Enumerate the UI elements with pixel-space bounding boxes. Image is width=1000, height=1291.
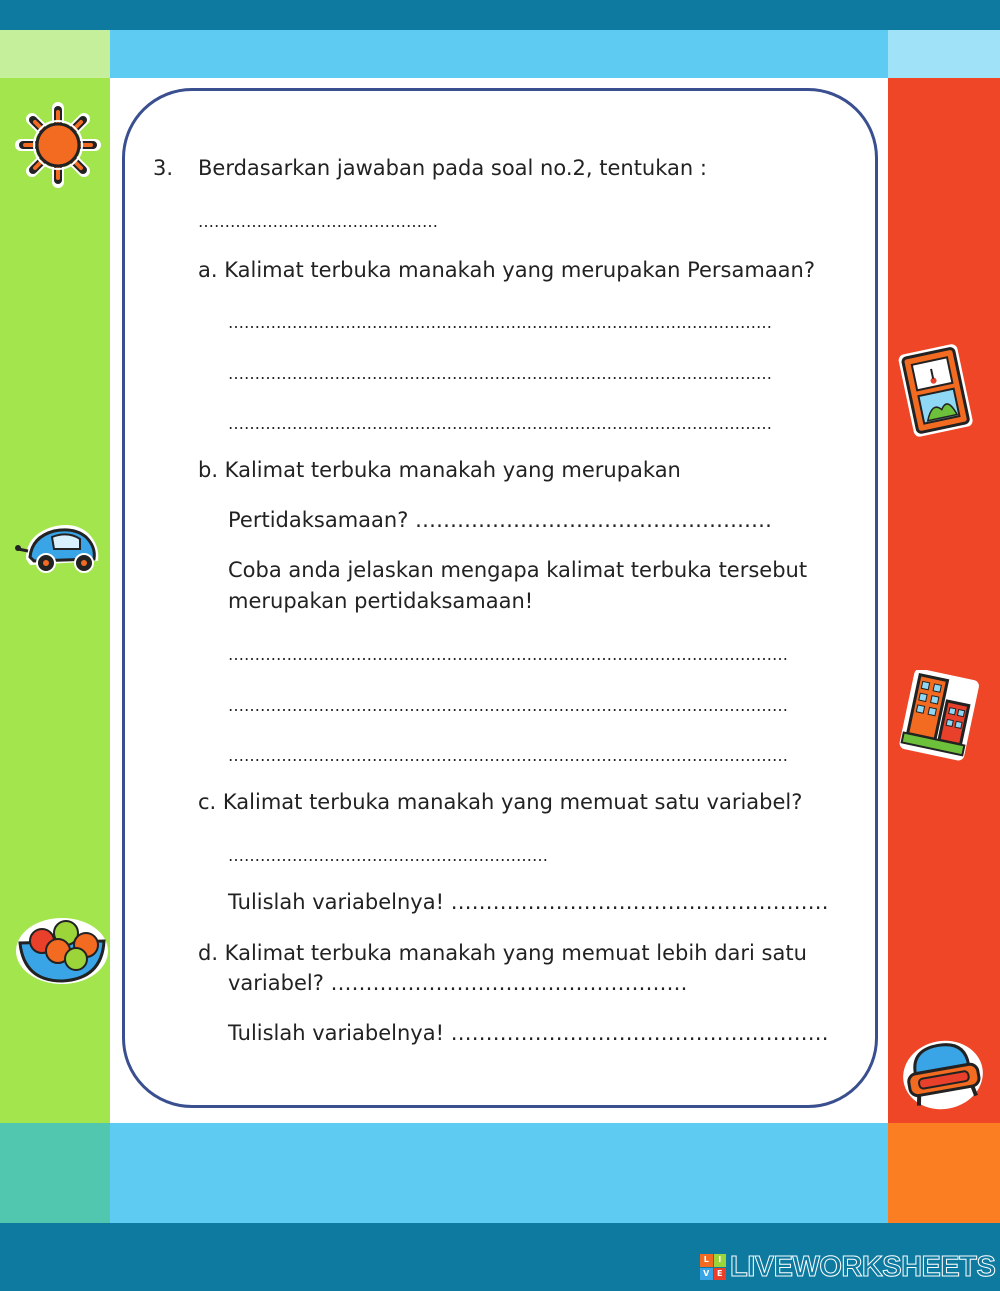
bottom-right-band (888, 1123, 1000, 1223)
car-icon (12, 515, 104, 579)
top-left-band (0, 30, 110, 78)
top-right-band (888, 30, 1000, 78)
part-b-answer-line-1[interactable]: …………………………………………………………………………………………… (228, 645, 788, 664)
question-intro: Berdasarkan jawaban pada soal no.2, tentukan : (198, 156, 707, 180)
bottom-left-band (0, 1123, 110, 1223)
part-b-question-cont[interactable]: Pertidaksamaan? …………………………………………… (228, 508, 773, 532)
buildings-icon (898, 670, 984, 762)
part-b-explain-line-1: Coba anda jelaskan mengapa kalimat terbuka tersebut (228, 558, 808, 582)
sun-icon (12, 100, 104, 190)
picture-frame-icon (898, 340, 978, 445)
watermark-text: LIVEWORKSHEETS (730, 1250, 996, 1283)
part-a-answer-line-1[interactable]: ………………………………………………………………………………………… (228, 313, 772, 332)
part-b-answer-line-2[interactable]: …………………………………………………………………………………………… (228, 696, 788, 715)
intro-answer-field[interactable]: ……………………………………… (198, 212, 438, 231)
part-b-explain-line-2: merupakan pertidaksamaan! (228, 589, 534, 613)
part-c-question: c. Kalimat terbuka manakah yang memuat satu variabel? (198, 790, 803, 814)
right-column (888, 78, 1000, 1123)
liveworksheets-watermark (700, 1252, 995, 1282)
part-a-answer-line-2[interactable]: ………………………………………………………………………………………… (228, 364, 772, 383)
part-a-answer-line-3[interactable]: ………………………………………………………………………………………… (228, 414, 772, 433)
fruit-bowl-icon (10, 905, 110, 987)
top-border-bar (0, 0, 1000, 30)
part-b-question: b. Kalimat terbuka manakah yang merupakan (198, 458, 681, 482)
part-a-question: a. Kalimat terbuka manakah yang merupakan Persamaan? (198, 258, 816, 282)
part-b-answer-line-3[interactable]: …………………………………………………………………………………………… (228, 746, 788, 765)
part-d-question-line-1: d. Kalimat terbuka manakah yang memuat lebih dari satu (198, 941, 807, 965)
bottom-middle-band (110, 1123, 888, 1223)
part-c-write-variable[interactable]: Tulislah variabelnya! ……………………………………………… (228, 890, 829, 914)
part-c-answer-field[interactable]: …………………………………………………… (228, 846, 548, 865)
part-d-write-variable[interactable]: Tulislah variabelnya! ……………………………………………… (228, 1021, 829, 1045)
top-middle-band (110, 30, 888, 78)
liveworksheets-logo-icon: L I V E (700, 1254, 726, 1280)
sofa-icon (898, 1035, 988, 1113)
question-number: 3. (153, 156, 174, 180)
part-d-question-line-2[interactable]: variabel? …………………………………………… (228, 971, 688, 995)
